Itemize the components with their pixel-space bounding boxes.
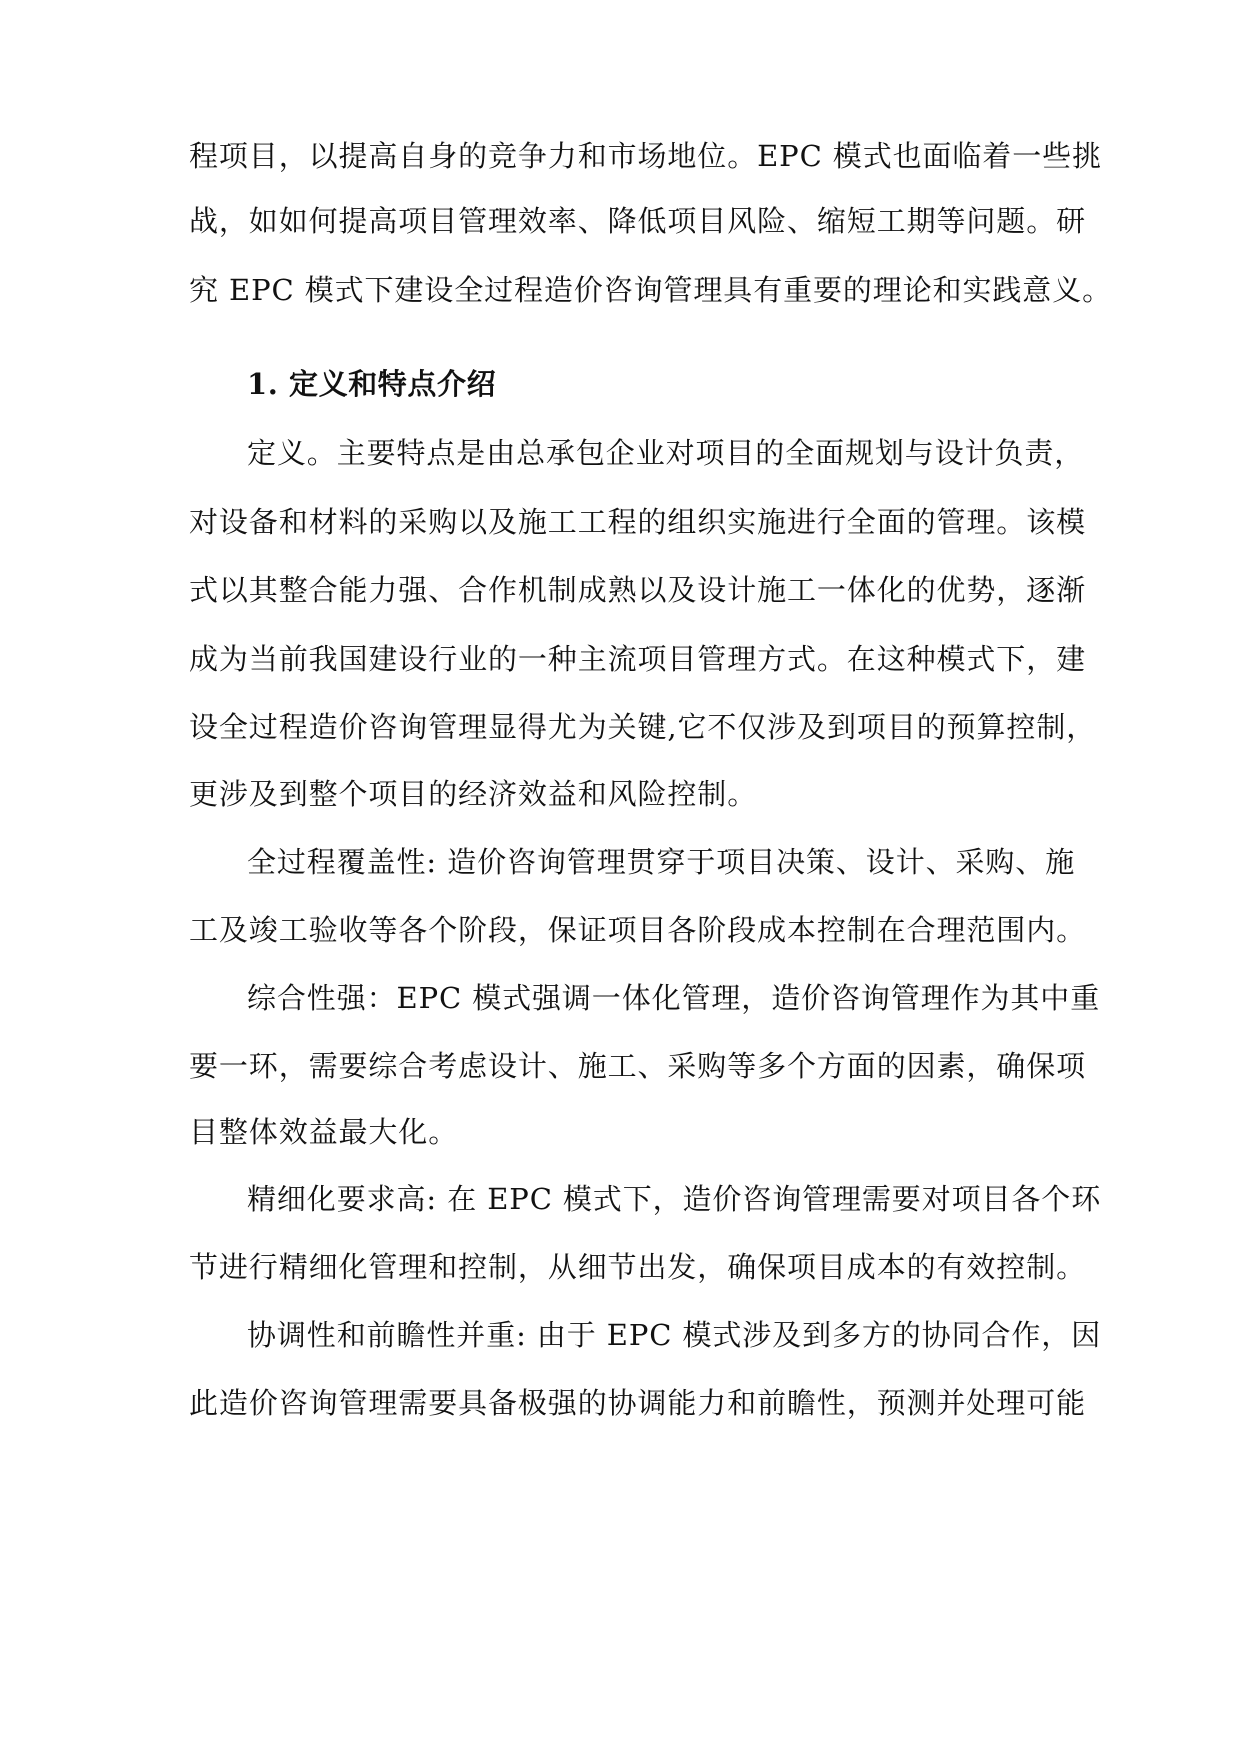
refinement-line-2: 节进行精细化管理和控制，从细节出发，确保项目成本的有效控制。 — [189, 1250, 1087, 1284]
comprehensive-line-3: 目整体效益最大化。 — [189, 1115, 459, 1149]
definition-line-4: 成为当前我国建设行业的一种主流项目管理方式。在这种模式下，建 — [189, 642, 1087, 676]
coverage-line-1: 全过程覆盖性: 造价咨询管理贯穿于项目决策、设计、采购、施 — [247, 845, 1076, 879]
intro-line-2: 战，如如何提高项目管理效率、降低项目风险、缩短工期等问题。研 — [189, 204, 1087, 238]
section-number: 1. — [247, 367, 279, 401]
coordination-line-2: 此造价咨询管理需要具备极强的协调能力和前瞻性，预测并处理可能 — [189, 1386, 1087, 1420]
coordination-line-1: 协调性和前瞻性并重: 由于 EPC 模式涉及到多方的协同合作，因 — [247, 1318, 1102, 1352]
intro-line-3: 究 EPC 模式下建设全过程造价咨询管理具有重要的理论和实践意义。 — [189, 273, 1113, 307]
coverage-line-2: 工及竣工验收等各个阶段，保证项目各阶段成本控制在合理范围内。 — [189, 913, 1087, 947]
definition-line-3: 式以其整合能力强、合作机制成熟以及设计施工一体化的优势，逐渐 — [189, 573, 1087, 607]
section-heading — [247, 356, 1122, 412]
comprehensive-line-1: 综合性强：EPC 模式强调一体化管理，造价咨询管理作为其中重 — [247, 981, 1101, 1015]
definition-line-2: 对设备和材料的采购以及施工工程的组织实施进行全面的管理。该模 — [189, 505, 1087, 539]
refinement-line-1: 精细化要求高: 在 EPC 模式下，造价咨询管理需要对项目各个环 — [247, 1182, 1102, 1216]
definition-line-1: 定义。主要特点是由总承包企业对项目的全面规划与设计负责， — [247, 436, 1085, 470]
section-title: 定义和特点介绍 — [289, 367, 497, 401]
comprehensive-line-2: 要一环，需要综合考虑设计、施工、采购等多个方面的因素，确保项 — [189, 1049, 1087, 1083]
definition-line-6: 更涉及到整个项目的经济效益和风险控制。 — [189, 777, 758, 811]
definition-line-5: 设全过程造价咨询管理显得尤为关键,它不仅涉及到项目的预算控制， — [189, 710, 1097, 744]
intro-line-1: 程项目，以提高自身的竞争力和市场地位。EPC 模式也面临着一些挑 — [189, 139, 1102, 173]
